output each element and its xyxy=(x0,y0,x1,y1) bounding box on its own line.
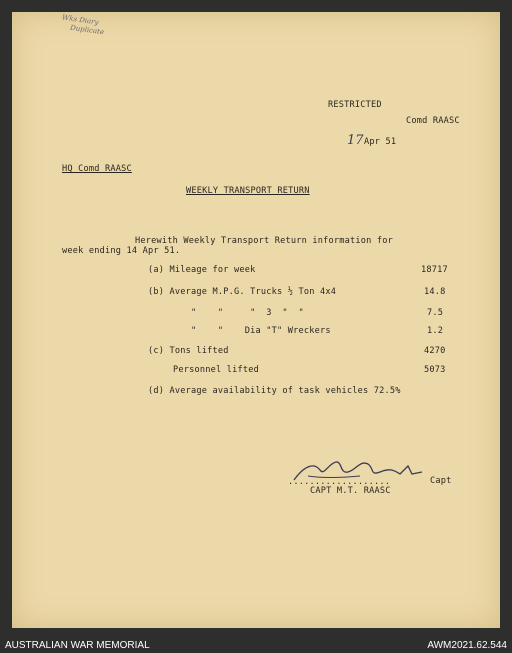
item-b1-label: (b) Average M.P.G. Trucks ½ Ton 4x4 xyxy=(148,287,337,297)
item-personnel-label: Personnel lifted xyxy=(173,365,259,375)
document-page xyxy=(12,12,500,628)
item-c-value: 4270 xyxy=(424,346,446,356)
item-b3-label: " " Dia "T" Wreckers xyxy=(191,326,331,336)
item-b2-value: 7.5 xyxy=(427,308,444,318)
signature-rank: Capt xyxy=(430,476,452,486)
item-a-label: (a) Mileage for week xyxy=(148,265,256,275)
classification: RESTRICTED xyxy=(328,100,382,110)
footer-institution: AUSTRALIAN WAR MEMORIAL xyxy=(5,640,150,651)
intro-line-1: Herewith Weekly Transport Return information for xyxy=(135,236,393,246)
from-unit: Comd RAASC xyxy=(406,116,460,126)
item-a-value: 18717 xyxy=(421,265,448,275)
item-b3-value: 1.2 xyxy=(427,326,444,336)
intro-line-2: week ending 14 Apr 51. xyxy=(62,246,181,256)
footer-accession-number: AWM2021.62.544 xyxy=(427,640,507,651)
document-title: WEEKLY TRANSPORT RETURN xyxy=(186,186,310,196)
item-b1-value: 14.8 xyxy=(424,287,446,297)
signatory-name: CAPT M.T. RAASC xyxy=(310,486,391,496)
item-b2-label: " " " 3 " " xyxy=(191,308,304,318)
pencil-note-line2: Duplicate xyxy=(69,23,105,37)
typed-date: Apr 51 xyxy=(364,137,397,147)
item-personnel-value: 5073 xyxy=(424,365,446,375)
addressee: HQ Comd RAASC xyxy=(62,164,132,174)
item-d-label: (d) Average availability of task vehicles 72.5% xyxy=(148,386,401,396)
signature-dots: ................... xyxy=(288,477,391,487)
handwritten-date: 17 xyxy=(347,133,364,148)
item-c-label: (c) Tons lifted xyxy=(148,346,229,356)
pencil-note-line1: Wks Diary xyxy=(61,13,99,27)
